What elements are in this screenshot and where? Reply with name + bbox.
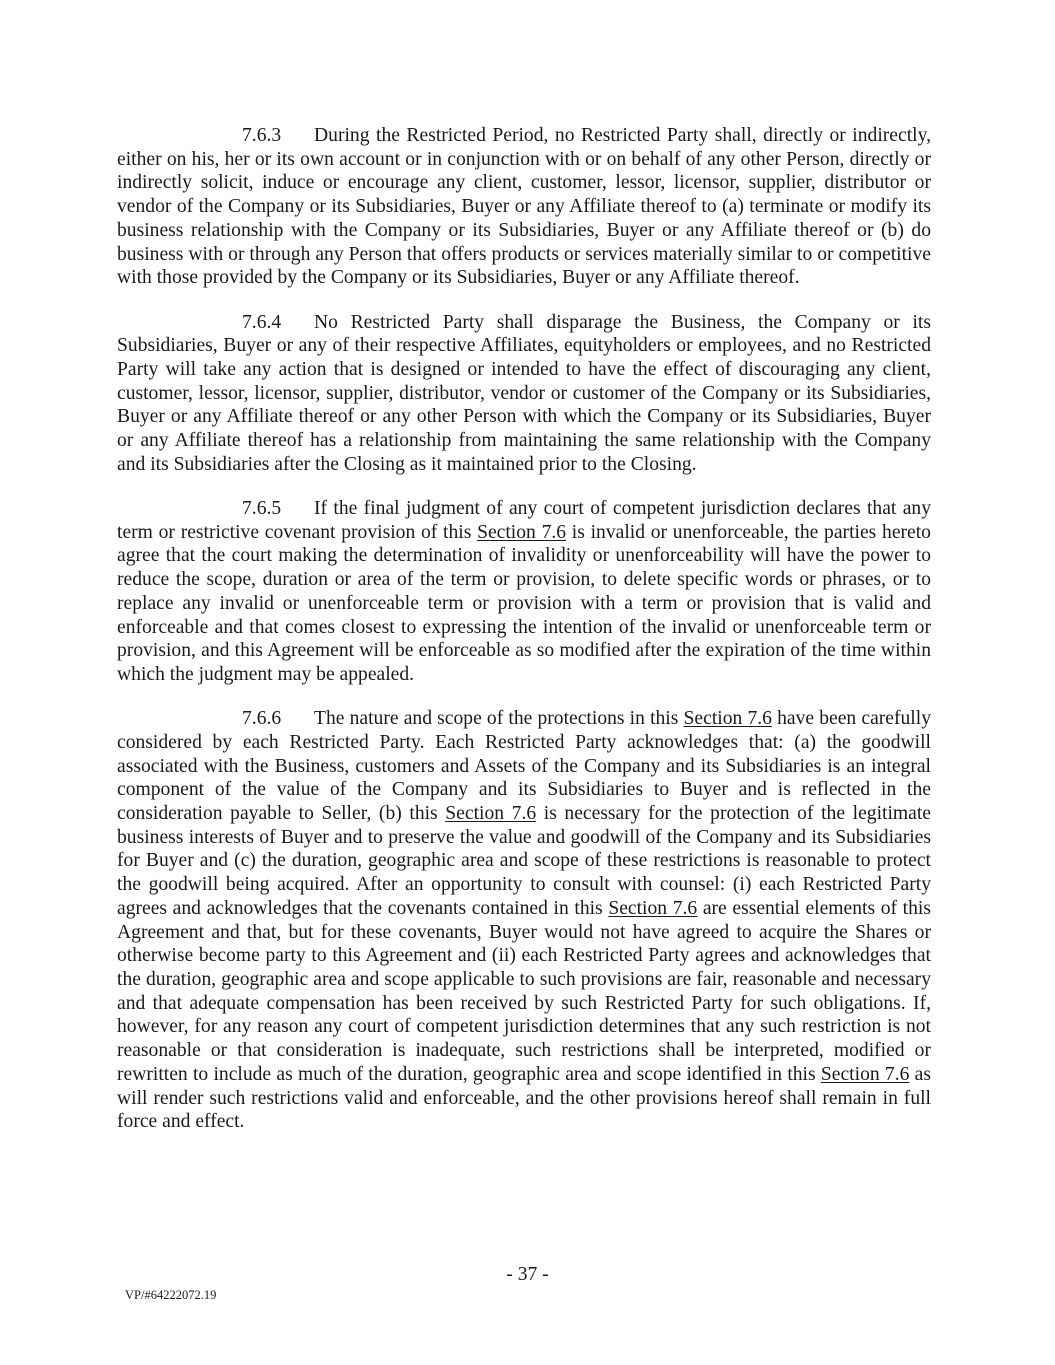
paragraph-text: The nature and scope of the protections in this: [314, 708, 684, 730]
document-id: VP/#64222072.19: [125, 1288, 217, 1302]
paragraph-7-6-4: [117, 311, 931, 477]
paragraph-text: No Restricted Party shall disparage the Business, the Company or its Subsidiaries, Buyer or any of their respective Affiliates, equityholders or employees, and no Restricted Party will take any action that is designed or intended to have the effect of discouraging any client, customer, lessor, licensor, supplier, distributor, vendor or customer of the Company or its Subsidiaries, Buyer or any Affiliate thereof or any other Person with which the Company or its Subsidiaries, Buyer or any Affiliate thereof has a relationship from maintaining the same relationship with the Company and its Subsidiaries after the Closing as it maintained prior to the Closing.: [117, 311, 931, 475]
section-number: 7.6.4: [242, 311, 282, 333]
section-reference-link[interactable]: Section 7.6: [445, 803, 537, 825]
section-reference-link[interactable]: Section 7.6: [608, 897, 698, 919]
page-number: - 37 -: [506, 1264, 549, 1285]
paragraph-text: is necessary for the protection of the legitimate business interests of Buyer and to preserve the value and goodwill of the Company and its Subsidiaries for Buyer and (c) the duration, geographic area and scope of these restrictions is reasonable to protect the goodwill being acquired. After an opportunity to consult with counsel: (i) each Restricted Party agrees and acknowledges that the covenants contained in this: [117, 803, 931, 919]
paragraph-text: as will render such restrictions valid and enforceable, and the other provisions hereof shall remain in full force and effect.: [117, 1063, 931, 1133]
paragraph-text: have been carefully considered by each Restricted Party. Each Restricted Party acknowledges that: (a) the goodwill associated with the Business, customers and Assets of the Company and its Subsidiaries is an integral component of the value of the Company and its Subsidiaries to Buyer and is reflected in the consideration payable to Seller, (b) this: [117, 708, 931, 825]
section-reference-link[interactable]: Section 7.6: [683, 708, 772, 730]
paragraph-text: If the final judgment of any court of competent jurisdiction declares that any term or restrictive covenant provision of this: [117, 498, 931, 543]
paragraph-7-6-3: [117, 124, 931, 290]
paragraph-text: are essential elements of this Agreement and that, but for these covenants, Buyer would not have agreed to acquire the Shares or otherwise become party to this Agreement and (ii) each Restricted Party agrees and acknowledges that the duration, geographic area and scope applicable to such provisions are fair, reasonable and necessary and that adequate compensation has been received by such Restricted Party for such obligations. If, however, for any reason any court of competent jurisdiction determines that any such restriction is not reasonable or that consideration is inadequate, such restrictions shall be interpreted, modified or rewritten to include as much of the duration, geographic area and scope identified in this: [117, 897, 931, 1085]
paragraph-7-6-6: [117, 707, 931, 1134]
section-reference-link[interactable]: Section 7.6: [477, 521, 567, 543]
section-number: 7.6.6: [242, 708, 282, 730]
paragraph-7-6-5: [117, 497, 931, 687]
paragraph-text: During the Restricted Period, no Restricted Party shall, directly or indirectly, either on his, her or its own account or in conjunction with or on behalf of any other Person, directly or indirectly solicit, induce or encourage any client, customer, lessor, licensor, supplier, distributor or vendor of the Company or its Subsidiaries, Buyer or any Affiliate thereof to (a) terminate or modify its business relationship with the Company or its Subsidiaries, Buyer or any Affiliate thereof or (b) do business with or through any Person that offers products or services materially similar to or competitive with those provided by the Company or its Subsidiaries, Buyer or any Affiliate thereof.: [117, 125, 931, 289]
section-number: 7.6.5: [242, 498, 282, 520]
section-number: 7.6.3: [242, 125, 282, 146]
paragraph-text: is invalid or unenforceable, the parties hereto agree that the court making the determination of invalidity or unenforceability will have the power to reduce the scope, duration or area of the term or provision, to delete specific words or phrases, or to replace any invalid or unenforceable term or provision with a term or provision that is valid and enforceable and that comes closest to expressing the intention of the invalid or unenforceable term or provision, and this Agreement will be enforceable as so modified after the expiration of the time within which the judgment may be appealed.: [117, 521, 931, 685]
section-reference-link[interactable]: Section 7.6: [820, 1063, 910, 1085]
document-body: [117, 124, 931, 1155]
